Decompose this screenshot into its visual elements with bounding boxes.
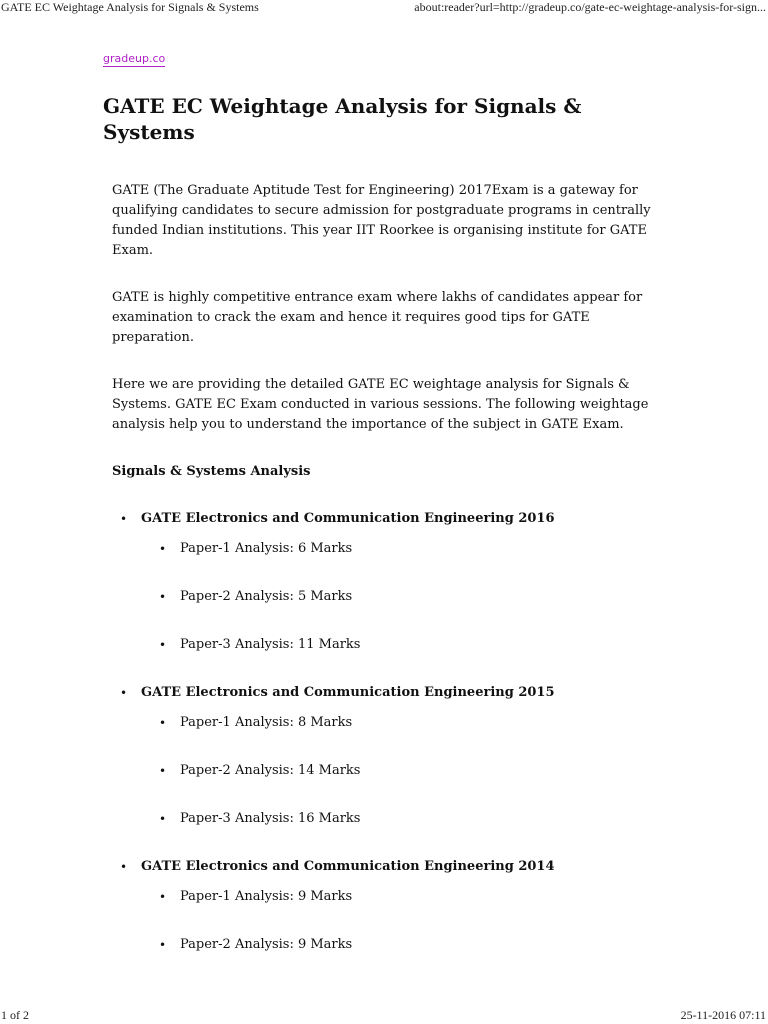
paper-list — [141, 887, 668, 955]
year-label: GATE Electronics and Communication Engineering 2014 — [141, 859, 555, 874]
year-list — [112, 509, 668, 955]
bullet-icon: • — [159, 542, 167, 556]
paper-label: Paper-1 Analysis: 6 Marks — [180, 541, 353, 556]
paper-item — [141, 713, 668, 733]
year-label: GATE Electronics and Communication Engineering 2016 — [141, 511, 555, 526]
print-page-url: about:reader?url=http://gradeup.co/gate-ec-weightage-analysis-for-sign... — [414, 0, 766, 14]
year-item-2016 — [112, 509, 668, 655]
print-header — [0, 0, 768, 16]
paper-list — [141, 713, 668, 829]
paper-label: Paper-2 Analysis: 14 Marks — [180, 763, 361, 778]
competition-paragraph: GATE is highly competitive entrance exam where lakhs of candidates appear for examination to crack the exam and hence it requires good tips for GATE preparation. — [112, 290, 643, 345]
paper-label: Paper-3 Analysis: 16 Marks — [180, 811, 361, 826]
section-heading: Signals & Systems Analysis — [112, 464, 311, 479]
bullet-icon: • — [120, 860, 128, 874]
bullet-icon: • — [120, 512, 128, 526]
analysis-intro-paragraph: Here we are providing the detailed GATE EC weightage analysis for Signals & Systems. GATE EC Exam conducted in various sessions. The following weightage analysis help you to understand the importance of the subject in GATE Exam. — [112, 377, 649, 432]
paper-item — [141, 935, 668, 955]
bullet-icon: • — [159, 890, 167, 904]
paper-item — [141, 587, 668, 607]
bullet-icon: • — [159, 638, 167, 652]
bullet-icon: • — [120, 686, 128, 700]
print-page-title: GATE EC Weightage Analysis for Signals & Systems — [1, 0, 259, 14]
paper-item — [141, 809, 668, 829]
paper-label: Paper-3 Analysis: 11 Marks — [180, 637, 361, 652]
paper-item — [141, 635, 668, 655]
paper-item — [141, 539, 668, 559]
paper-label: Paper-1 Analysis: 9 Marks — [180, 889, 353, 904]
bullet-icon: • — [159, 938, 167, 952]
bullet-icon: • — [159, 716, 167, 730]
print-timestamp: 25-11-2016 07:11 — [680, 1008, 766, 1022]
bullet-icon: • — [159, 812, 167, 826]
article-body — [112, 181, 668, 983]
intro-paragraph: GATE (The Graduate Aptitude Test for Engineering) 2017Exam is a gateway for qualifying candidates to secure admission for postgraduate programs in centrally funded Indian institutions. This year IIT Roorkee is organising institute for GATE Exam. — [112, 183, 651, 258]
year-item-2015 — [112, 683, 668, 829]
article-title: GATE EC Weightage Analysis for Signals & Systems — [103, 94, 582, 144]
paper-label: Paper-2 Analysis: 5 Marks — [180, 589, 353, 604]
paper-label: Paper-1 Analysis: 8 Marks — [180, 715, 353, 730]
year-label: GATE Electronics and Communication Engineering 2015 — [141, 685, 555, 700]
bullet-icon: • — [159, 590, 167, 604]
print-footer — [0, 1008, 768, 1024]
paper-item — [141, 887, 668, 907]
site-link[interactable]: gradeup.co — [103, 52, 166, 65]
bullet-icon: • — [159, 764, 167, 778]
paper-list — [141, 539, 668, 655]
year-item-2014 — [112, 857, 668, 955]
page-count: 1 of 2 — [1, 1008, 29, 1022]
paper-label: Paper-2 Analysis: 9 Marks — [180, 937, 353, 952]
paper-item — [141, 761, 668, 781]
